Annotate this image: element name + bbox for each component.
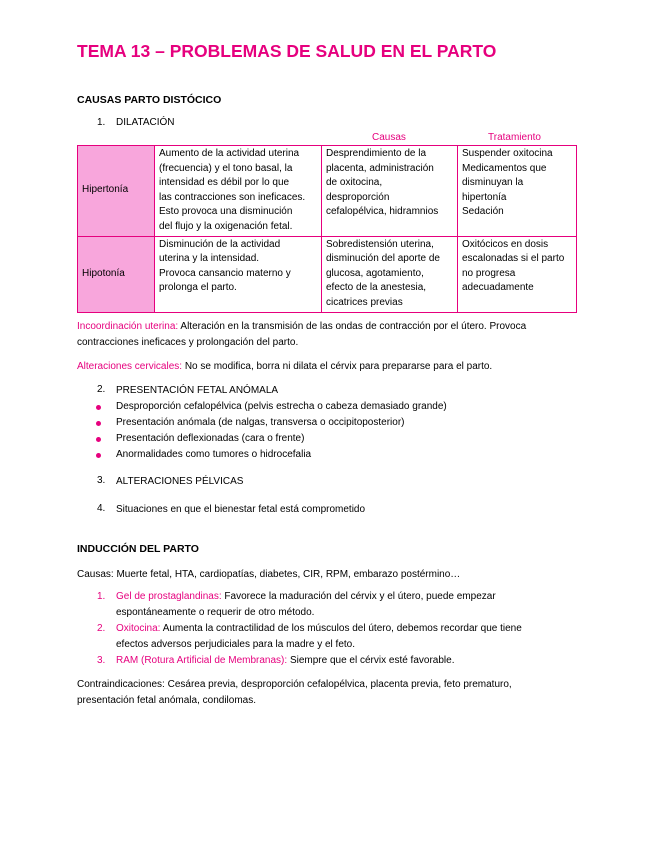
bullet-icon xyxy=(96,437,101,442)
column-header-tratamiento: Tratamiento xyxy=(488,132,541,143)
cell-line: Esto provoca una disminución xyxy=(159,206,293,218)
cervicales-paragraph xyxy=(77,359,577,375)
cell-line: placenta, administración xyxy=(326,162,434,174)
section-heading-induccion: INDUCCIÓN DEL PARTO xyxy=(77,543,199,555)
tratamiento-cell xyxy=(458,146,577,237)
contraindicaciones-paragraph xyxy=(77,677,597,708)
causas-cell xyxy=(322,146,458,237)
cell-line: Sobredistensión uterina, xyxy=(326,238,434,250)
list-number: 2. xyxy=(97,384,106,395)
cell-line: Disminución de la actividad xyxy=(159,238,281,250)
cell-line: de oxitocina, xyxy=(326,177,383,189)
cell-line: las contracciones son ineficaces. xyxy=(159,191,306,203)
incoordinacion-paragraph xyxy=(77,319,577,350)
list-number: 3. xyxy=(97,655,106,666)
text: presentación fetal anómala, condilomas. xyxy=(77,694,256,706)
cell-line: cefalopélvica, hidramnios xyxy=(326,206,439,218)
bullet-item: Presentación anómala (de nalgas, transversa o occipitoposterior) xyxy=(116,417,405,428)
text: espontáneamente o requerir de otro método. xyxy=(116,606,315,618)
text: Contraindicaciones: Cesárea previa, desproporción cefalopélvica, placenta previa, feto prematuro, xyxy=(77,679,512,690)
column-header-causas: Causas xyxy=(372,132,406,143)
cell-line: desproporción xyxy=(326,191,390,203)
cell-line: Provoca cansancio materno y xyxy=(159,267,291,279)
cell-line: no progresa xyxy=(462,267,516,279)
cell-line: Sedación xyxy=(462,206,504,218)
cell-line: cicatrices previas xyxy=(326,296,403,308)
list-number: 1. xyxy=(97,591,106,602)
text: Siempre que el cérvix esté favorable. xyxy=(287,655,455,666)
list-number: 4. xyxy=(97,503,106,514)
bullet-icon xyxy=(96,405,101,410)
cell-line: Aumento de la actividad uterina xyxy=(159,148,300,159)
list-number: 2. xyxy=(97,623,106,634)
section-heading-causas: CAUSAS PARTO DISTÓCICO xyxy=(77,94,222,106)
text: Aumenta la contractilidad de los músculos del útero, debemos recordar que tiene xyxy=(160,623,522,634)
list-number: 1. xyxy=(97,117,106,128)
cell-line: glucosa, agotamiento, xyxy=(326,267,424,279)
text: efectos adversos perjudiciales para la madre y el feto. xyxy=(116,638,356,650)
cell-line: (frecuencia) y el tono basal, la xyxy=(159,162,293,174)
description-cell xyxy=(155,146,322,237)
bullet-icon xyxy=(96,453,101,458)
table-row-hipertonia xyxy=(78,146,577,237)
cell-line: Medicamentos que xyxy=(462,162,547,174)
text: contracciones ineficaces y prolongación del parto. xyxy=(77,336,299,348)
tratamiento-cell xyxy=(458,236,577,312)
text: No se modifica, borra ni dilata el cérvix para prepararse para el parto. xyxy=(182,361,493,372)
cell-line: Suspender oxitocina xyxy=(462,148,553,159)
cell-line: escalonadas si el parto xyxy=(462,253,565,265)
text: Alteración en la transmisión de las ondas de contracción por el útero. Provoca xyxy=(178,321,527,332)
dilatacion-table xyxy=(77,145,577,313)
list-item-presentacion: PRESENTACIÓN FETAL ANÓMALA xyxy=(116,385,279,396)
cell-line: adecuadamente xyxy=(462,282,534,294)
cell-line: del flujo y la oxigenación fetal. xyxy=(159,220,293,232)
list-item-bienestar: Situaciones en que el bienestar fetal está comprometido xyxy=(116,504,366,515)
cell-line: prolonga el parto. xyxy=(159,282,237,294)
cell-line: Desprendimiento de la xyxy=(326,148,427,159)
bullet-item: Desproporción cefalopélvica (pelvis estrecha o cabeza demasiado grande) xyxy=(116,401,447,412)
list-item-pelvicas: ALTERACIONES PÉLVICAS xyxy=(116,476,244,487)
row-label: Hipertonía xyxy=(78,146,155,237)
method-prostaglandinas xyxy=(116,589,576,620)
term-ram: RAM (Rotura Artificial de Membranas): xyxy=(116,655,288,666)
method-ram xyxy=(116,653,576,669)
page-title: TEMA 13 – PROBLEMAS DE SALUD EN EL PARTO xyxy=(77,41,497,61)
term-cervicales: Alteraciones cervicales: xyxy=(77,361,183,372)
causas-cell xyxy=(322,236,458,312)
row-label: Hipotonía xyxy=(78,236,155,312)
term-prostaglandinas: Gel de prostaglandinas: xyxy=(116,591,222,602)
list-number: 3. xyxy=(97,475,106,486)
cell-line: intensidad es débil por lo que xyxy=(159,177,290,189)
cell-line: Oxitócicos en dosis xyxy=(462,238,549,250)
text: Favorece la maduración del cérvix y el útero, puede empezar xyxy=(221,591,496,602)
list-item-dilatacion: DILATACIÓN xyxy=(116,117,175,128)
cell-line: disminución del aporte de xyxy=(326,253,440,265)
term-incoordinacion: Incoordinación uterina: xyxy=(77,321,179,332)
description-cell xyxy=(155,236,322,312)
cell-line: efecto de la anestesia, xyxy=(326,282,427,294)
cell-line: disminuyan la xyxy=(462,177,524,189)
cell-line: hipertonía xyxy=(462,191,507,203)
bullet-item: Anormalidades como tumores o hidrocefalia xyxy=(116,449,312,460)
causas-line: Causas: Muerte fetal, HTA, cardiopatías, diabetes, CIR, RPM, embarazo postérmino… xyxy=(77,569,461,580)
table-row-hipotonia xyxy=(78,236,577,312)
cell-line: uterina y la intensidad. xyxy=(159,253,260,265)
bullet-icon xyxy=(96,421,101,426)
bullet-item: Presentación deflexionadas (cara o frente) xyxy=(116,433,305,444)
method-oxitocina xyxy=(116,621,586,652)
term-oxitocina: Oxitocina: xyxy=(116,623,161,634)
